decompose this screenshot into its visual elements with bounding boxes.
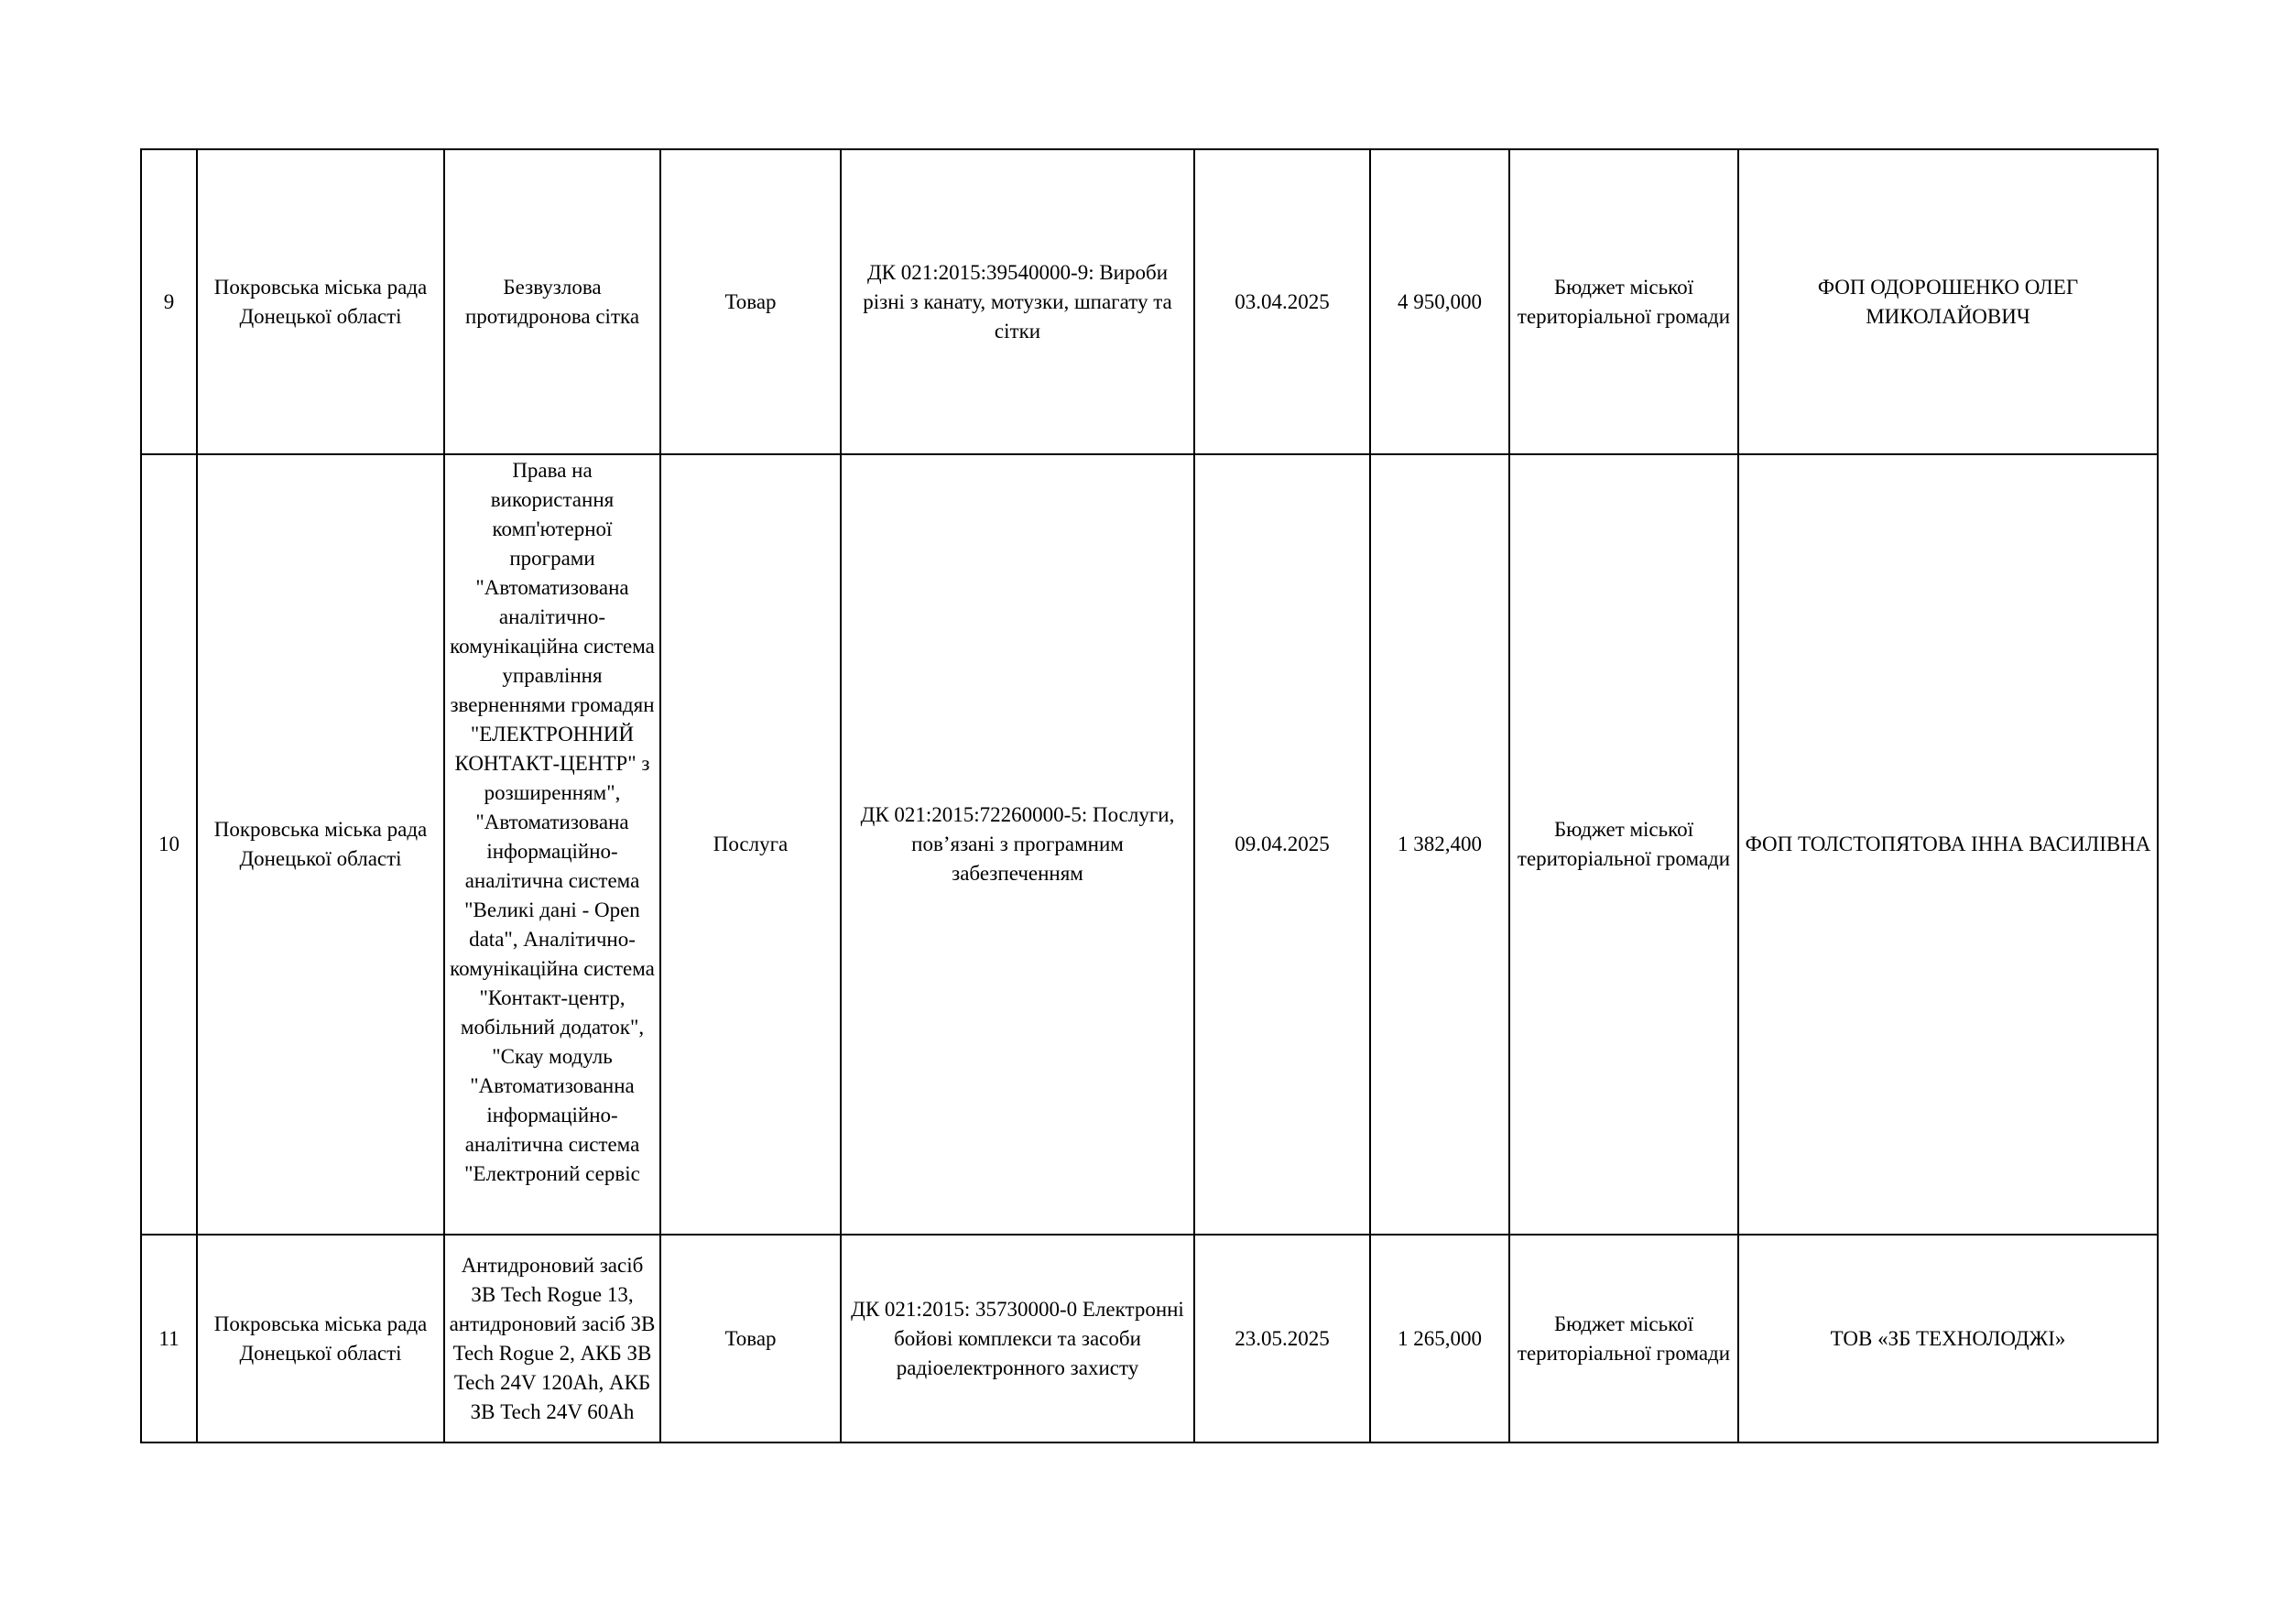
row-number: 10 (141, 454, 197, 1235)
table-row (141, 454, 2158, 1235)
row-number: 9 (141, 149, 197, 454)
funding-cell: Бюджет міської територіальної громади (1509, 149, 1738, 454)
amount-cell: 1 265,000 (1370, 1235, 1509, 1442)
supplier-cell: ФОП ОДОРОШЕНКО ОЛЕГ МИКОЛАЙОВИЧ (1738, 149, 2158, 454)
type-cell: Товар (660, 149, 841, 454)
row-number: 11 (141, 1235, 197, 1442)
item-name-text: Права на використання комп'ютерної програми "Автоматизована аналітично-комунікаційна система управління зверненнями громадян "ЕЛЕКТРОННИЙ КОНТАКТ-ЦЕНТР" з розширенням", "Автоматизована інформаційно-аналітична система "Великі дані - Open data", Аналітично-комунікаційна система "Контакт-центр, мобільний додаток", "Скау модуль "Автоматизованна інформаційно-аналітична система "Електроний сервіс (450, 459, 655, 1185)
item-name-cell: Безвузлова протидронова сітка (444, 149, 660, 454)
table-row (141, 1235, 2158, 1442)
item-name-cell: Антидроновий засіб ЗВ Tech Rogue 13, антидроновий засіб ЗВ Tech Rogue 2, АКБ ЗВ Tech 24V 120Ah, АКБ ЗВ Tech 24V 60Ah (444, 1235, 660, 1442)
date-cell: 23.05.2025 (1194, 1235, 1370, 1442)
amount-cell: 4 950,000 (1370, 149, 1509, 454)
table-row (141, 149, 2158, 454)
dk-code-cell: ДК 021:2015:72260000-5: Послуги, пов’язані з програмним забезпеченням (841, 454, 1194, 1235)
item-name-cell (444, 454, 660, 1235)
supplier-cell: ФОП ТОЛСТОПЯТОВА ІННА ВАСИЛІВНА (1738, 454, 2158, 1235)
type-cell: Послуга (660, 454, 841, 1235)
date-cell: 09.04.2025 (1194, 454, 1370, 1235)
date-cell: 03.04.2025 (1194, 149, 1370, 454)
procurement-table (140, 148, 2159, 1443)
type-cell: Товар (660, 1235, 841, 1442)
amount-cell: 1 382,400 (1370, 454, 1509, 1235)
funding-cell: Бюджет міської територіальної громади (1509, 1235, 1738, 1442)
customer-cell: Покровська міська рада Донецької області (197, 454, 444, 1235)
customer-cell: Покровська міська рада Донецької області (197, 1235, 444, 1442)
customer-cell: Покровська міська рада Донецької області (197, 149, 444, 454)
dk-code-cell: ДК 021:2015: 35730000-0 Електронні бойові комплекси та засоби радіоелектронного захисту (841, 1235, 1194, 1442)
dk-code-cell: ДК 021:2015:39540000-9: Вироби різні з канату, мотузки, шпагату та сітки (841, 149, 1194, 454)
funding-cell: Бюджет міської територіальної громади (1509, 454, 1738, 1235)
supplier-cell: ТОВ «ЗБ ТЕХНОЛОДЖІ» (1738, 1235, 2158, 1442)
